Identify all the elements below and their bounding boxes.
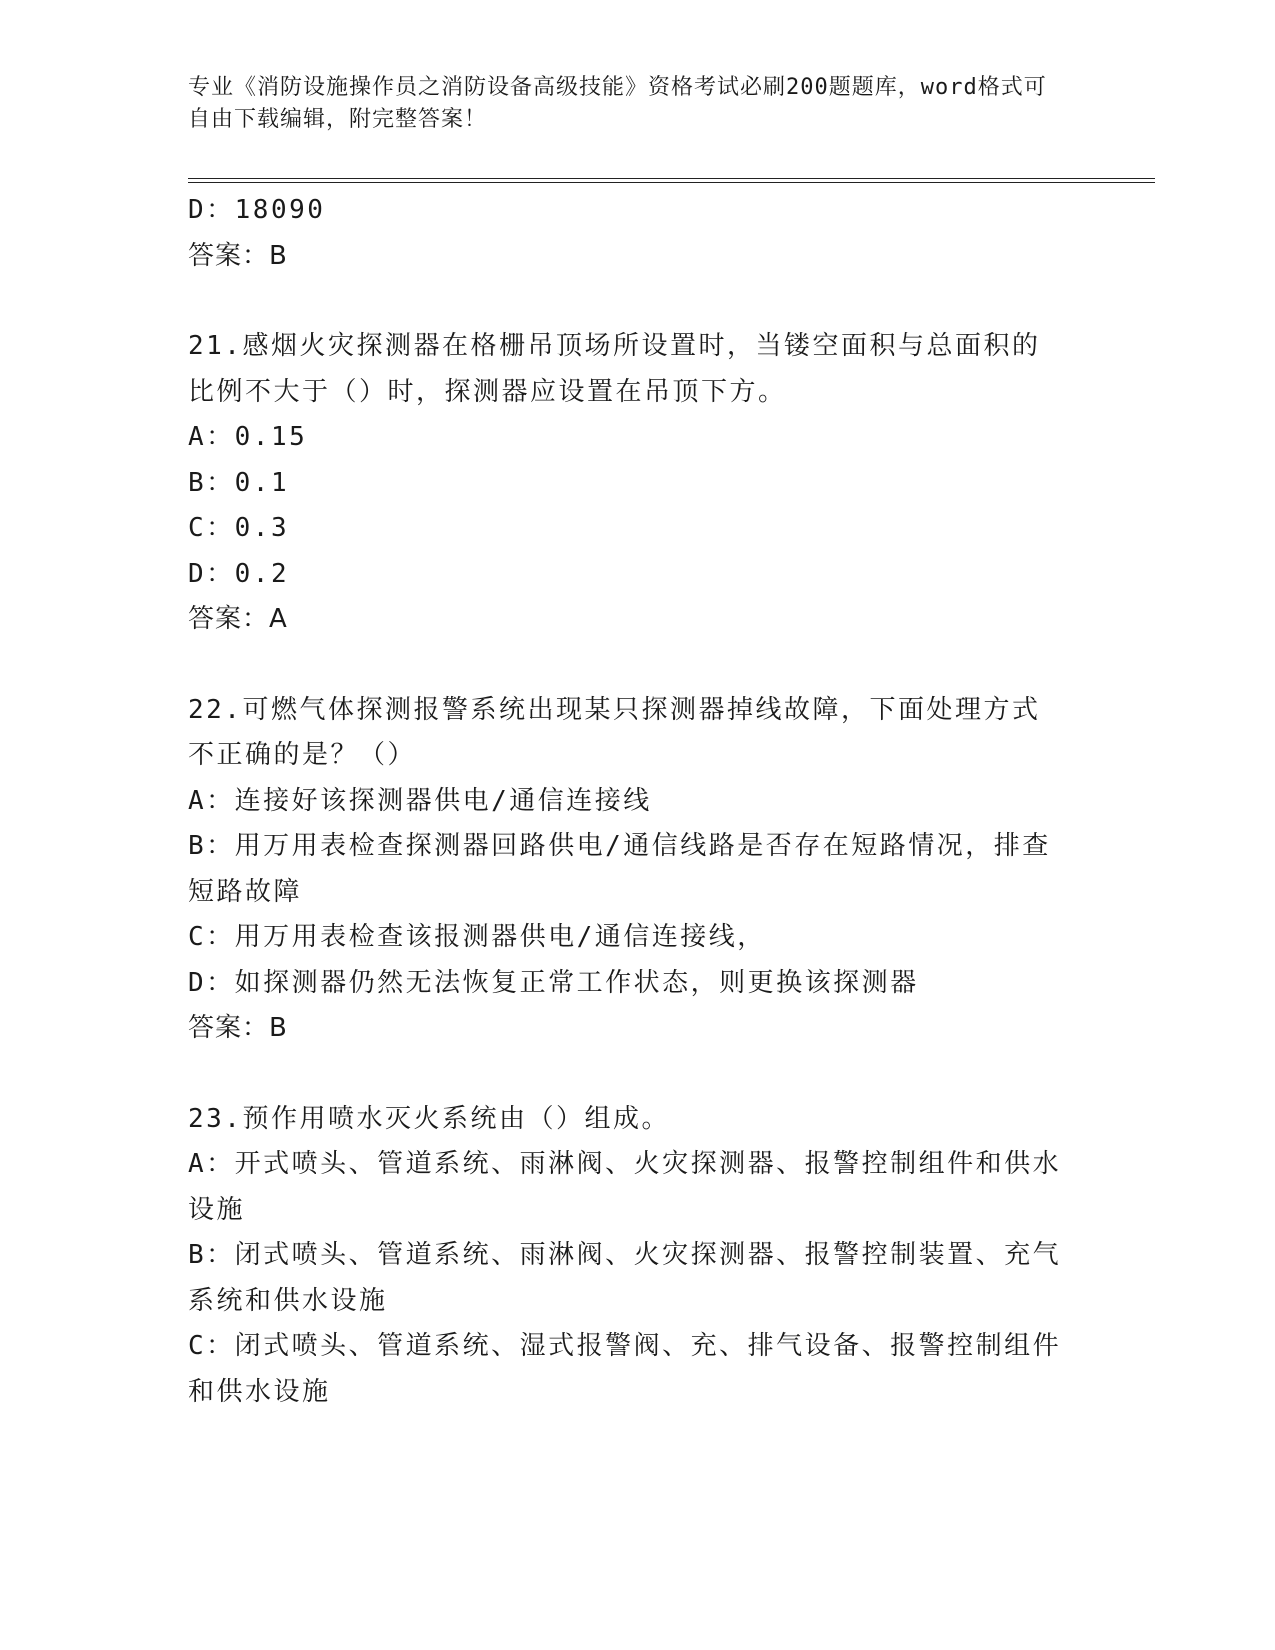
question-22 bbox=[188, 688, 1068, 1052]
answer-line: 答案：B bbox=[188, 1013, 288, 1043]
option-c: C：用万用表检查该报测器供电/通信连接线， bbox=[188, 922, 766, 952]
option-d: D：18090 bbox=[188, 195, 326, 225]
question-stem: 23.预作用喷水灭火系统由（）组成。 bbox=[188, 1103, 670, 1134]
previous-question-tail bbox=[188, 188, 1068, 279]
option-b: B：用万用表检查探测器回路供电/通信线路是否存在短路情况，排查短路故障 bbox=[188, 831, 1051, 907]
option-b: B：0.1 bbox=[188, 467, 290, 498]
question-stem: 22.可燃气体探测报警系统出现某只探测器掉线故障，下面处理方式不正确的是？（） bbox=[188, 694, 1041, 770]
option-a: A：0.15 bbox=[188, 422, 308, 452]
option-a: A：开式喷头、管道系统、雨淋阀、火灾探测器、报警控制组件和供水设施 bbox=[188, 1149, 1062, 1225]
option-c: C：闭式喷头、管道系统、湿式报警阀、充、排气设备、报警控制组件和供水设施 bbox=[188, 1331, 1062, 1407]
option-b: B：闭式喷头、管道系统、雨淋阀、火灾探测器、报警控制装置、充气系统和供水设施 bbox=[188, 1240, 1062, 1316]
option-d: D：如探测器仍然无法恢复正常工作状态，则更换该探测器 bbox=[188, 967, 919, 998]
option-a: A：连接好该探测器供电/通信连接线 bbox=[188, 785, 652, 816]
question-stem: 21.感烟火灾探测器在格栅吊顶场所设置时，当镂空面积与总面积的比例不大于（）时，探测器应设置在吊顶下方。 bbox=[188, 331, 1041, 407]
page-header: 专业《消防设施操作员之消防设备高级技能》资格考试必刷200题题库，word格式可自由下载编辑，附完整答案！ bbox=[188, 75, 1047, 132]
answer-line: 答案：B bbox=[188, 240, 288, 271]
header-divider bbox=[188, 178, 1155, 183]
option-c: C：0.3 bbox=[188, 513, 290, 543]
question-21 bbox=[188, 324, 1068, 643]
question-list bbox=[188, 188, 1068, 1415]
answer-line: 答案：A bbox=[188, 604, 288, 634]
question-23 bbox=[188, 1097, 1068, 1416]
option-d: D：0.2 bbox=[188, 558, 290, 589]
